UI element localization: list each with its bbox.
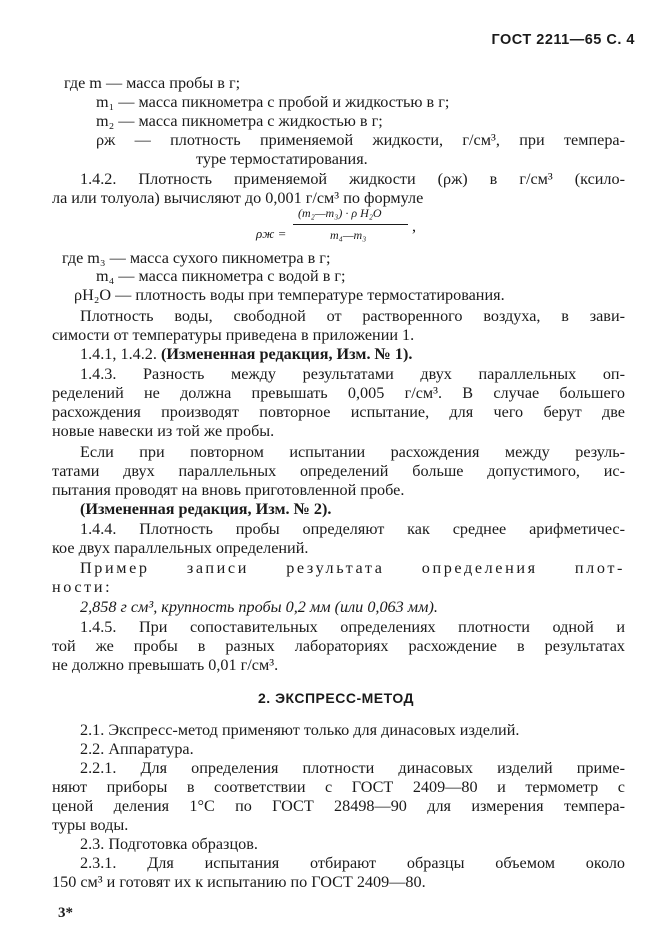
text-line: ценой деления 1°С по ГОСТ 28498—90 для измерения темпера-: [52, 797, 625, 815]
text-line: кое двух параллельных определений.: [52, 539, 309, 557]
text-line: где m₃ — масса сухого пикнометра в г;: [62, 249, 331, 267]
text-line: m₂ — масса пикнометра с жидкостью в г;: [96, 112, 383, 130]
fraction-bar: [293, 224, 408, 225]
text-line: 2.2.1. Для определения плотности динасовых изделий приме-: [80, 759, 625, 777]
example-record: 2,858 г см³, крупность пробы 0,2 мм (или 0,063 мм).: [80, 598, 438, 616]
text-line: 2.1. Экспресс-метод применяют только для динасовых изделий.: [80, 721, 520, 739]
text-line: 2.3.1. Для испытания отбирают образцы объемом около: [80, 854, 625, 872]
text-line: 2.2. Аппаратура.: [80, 740, 194, 758]
text-line: Если при повторном испытании расхождения между резуль-: [80, 443, 625, 461]
amendment-text: (Измененная редакция, Изм. № 1).: [160, 345, 413, 363]
formula-denominator: m₄—m₃: [330, 228, 367, 242]
document-header-code: ГОСТ 2211—65 С. 4: [491, 32, 635, 48]
formula-lhs: ρж =: [256, 226, 287, 241]
text-line: Плотность воды, свободной от растворенного воздуха, в зави-: [80, 307, 625, 325]
section-title: 2. ЭКСПРЕСС-МЕТОД: [258, 690, 414, 706]
text-line: 1.4.2. Плотность применяемой жидкости (ρж) в г/см³ (ксило-: [80, 170, 625, 188]
text-line: расхождения производят повторное испытание, для чего берут две: [52, 403, 625, 421]
text-line: той же пробы в разных лабораториях расхождение в результатах: [52, 637, 625, 655]
example-heading: Пример записи результата определения плот-: [80, 559, 625, 577]
text-line: ρж — плотность применяемой жидкости, г/см³, при темпера-: [96, 131, 625, 149]
text-line: туры воды.: [52, 816, 129, 834]
page-number: 3*: [58, 905, 73, 921]
text-line: новые навески из той же пробы.: [52, 422, 275, 440]
amendment-clause-ref: 1.4.1, 1.4.2.: [80, 345, 157, 363]
formula-comma: ,: [412, 217, 417, 235]
example-heading: ности:: [52, 578, 113, 596]
text-line: пытания проводят на вновь приготовленной пробе.: [52, 481, 405, 499]
text-line: ределений не должна превышать 0,005 г/см³. В случае большего: [52, 384, 625, 402]
text-line: татами двух параллельных определений больше допустимого, ис-: [52, 462, 625, 480]
text-line: няют приборы в соответствии с ГОСТ 2409—80 и термометр с: [52, 778, 625, 796]
text-line: симости от температуры приведена в приложении 1.: [52, 326, 415, 344]
amendment-note: (Измененная редакция, Изм. № 2).: [80, 500, 332, 518]
text-line: 2.3. Подготовка образцов.: [80, 835, 258, 853]
text-line: m₄ — масса пикнометра с водой в г;: [96, 267, 346, 285]
text-line: 1.4.5. При сопоставительных определениях плотности одной и: [80, 618, 625, 636]
text-line: туре термостатирования.: [196, 150, 368, 168]
text-line: не должно превышать 0,01 г/см³.: [52, 656, 279, 674]
text-line: 1.4.4. Плотность пробы определяют как среднее арифметичес-: [80, 520, 625, 538]
text-line: m₁ — масса пикнометра с пробой и жидкостью в г;: [96, 93, 450, 111]
text-line: 1.4.3. Разность между результатами двух параллельных оп-: [80, 365, 625, 383]
text-line: 150 см³ и готовят их к испытанию по ГОСТ 2409—80.: [52, 873, 426, 891]
formula-numerator: (m₂—m₃) · ρ H₂O: [298, 206, 382, 220]
amendment-note: [80, 346, 412, 362]
text-line: ρH₂O — плотность воды при температуре термостатирования.: [74, 286, 505, 304]
text-line: где m — масса пробы в г;: [64, 74, 241, 92]
text-line: ла или толуола) вычисляют до 0,001 г/см³ по формуле: [52, 189, 424, 207]
